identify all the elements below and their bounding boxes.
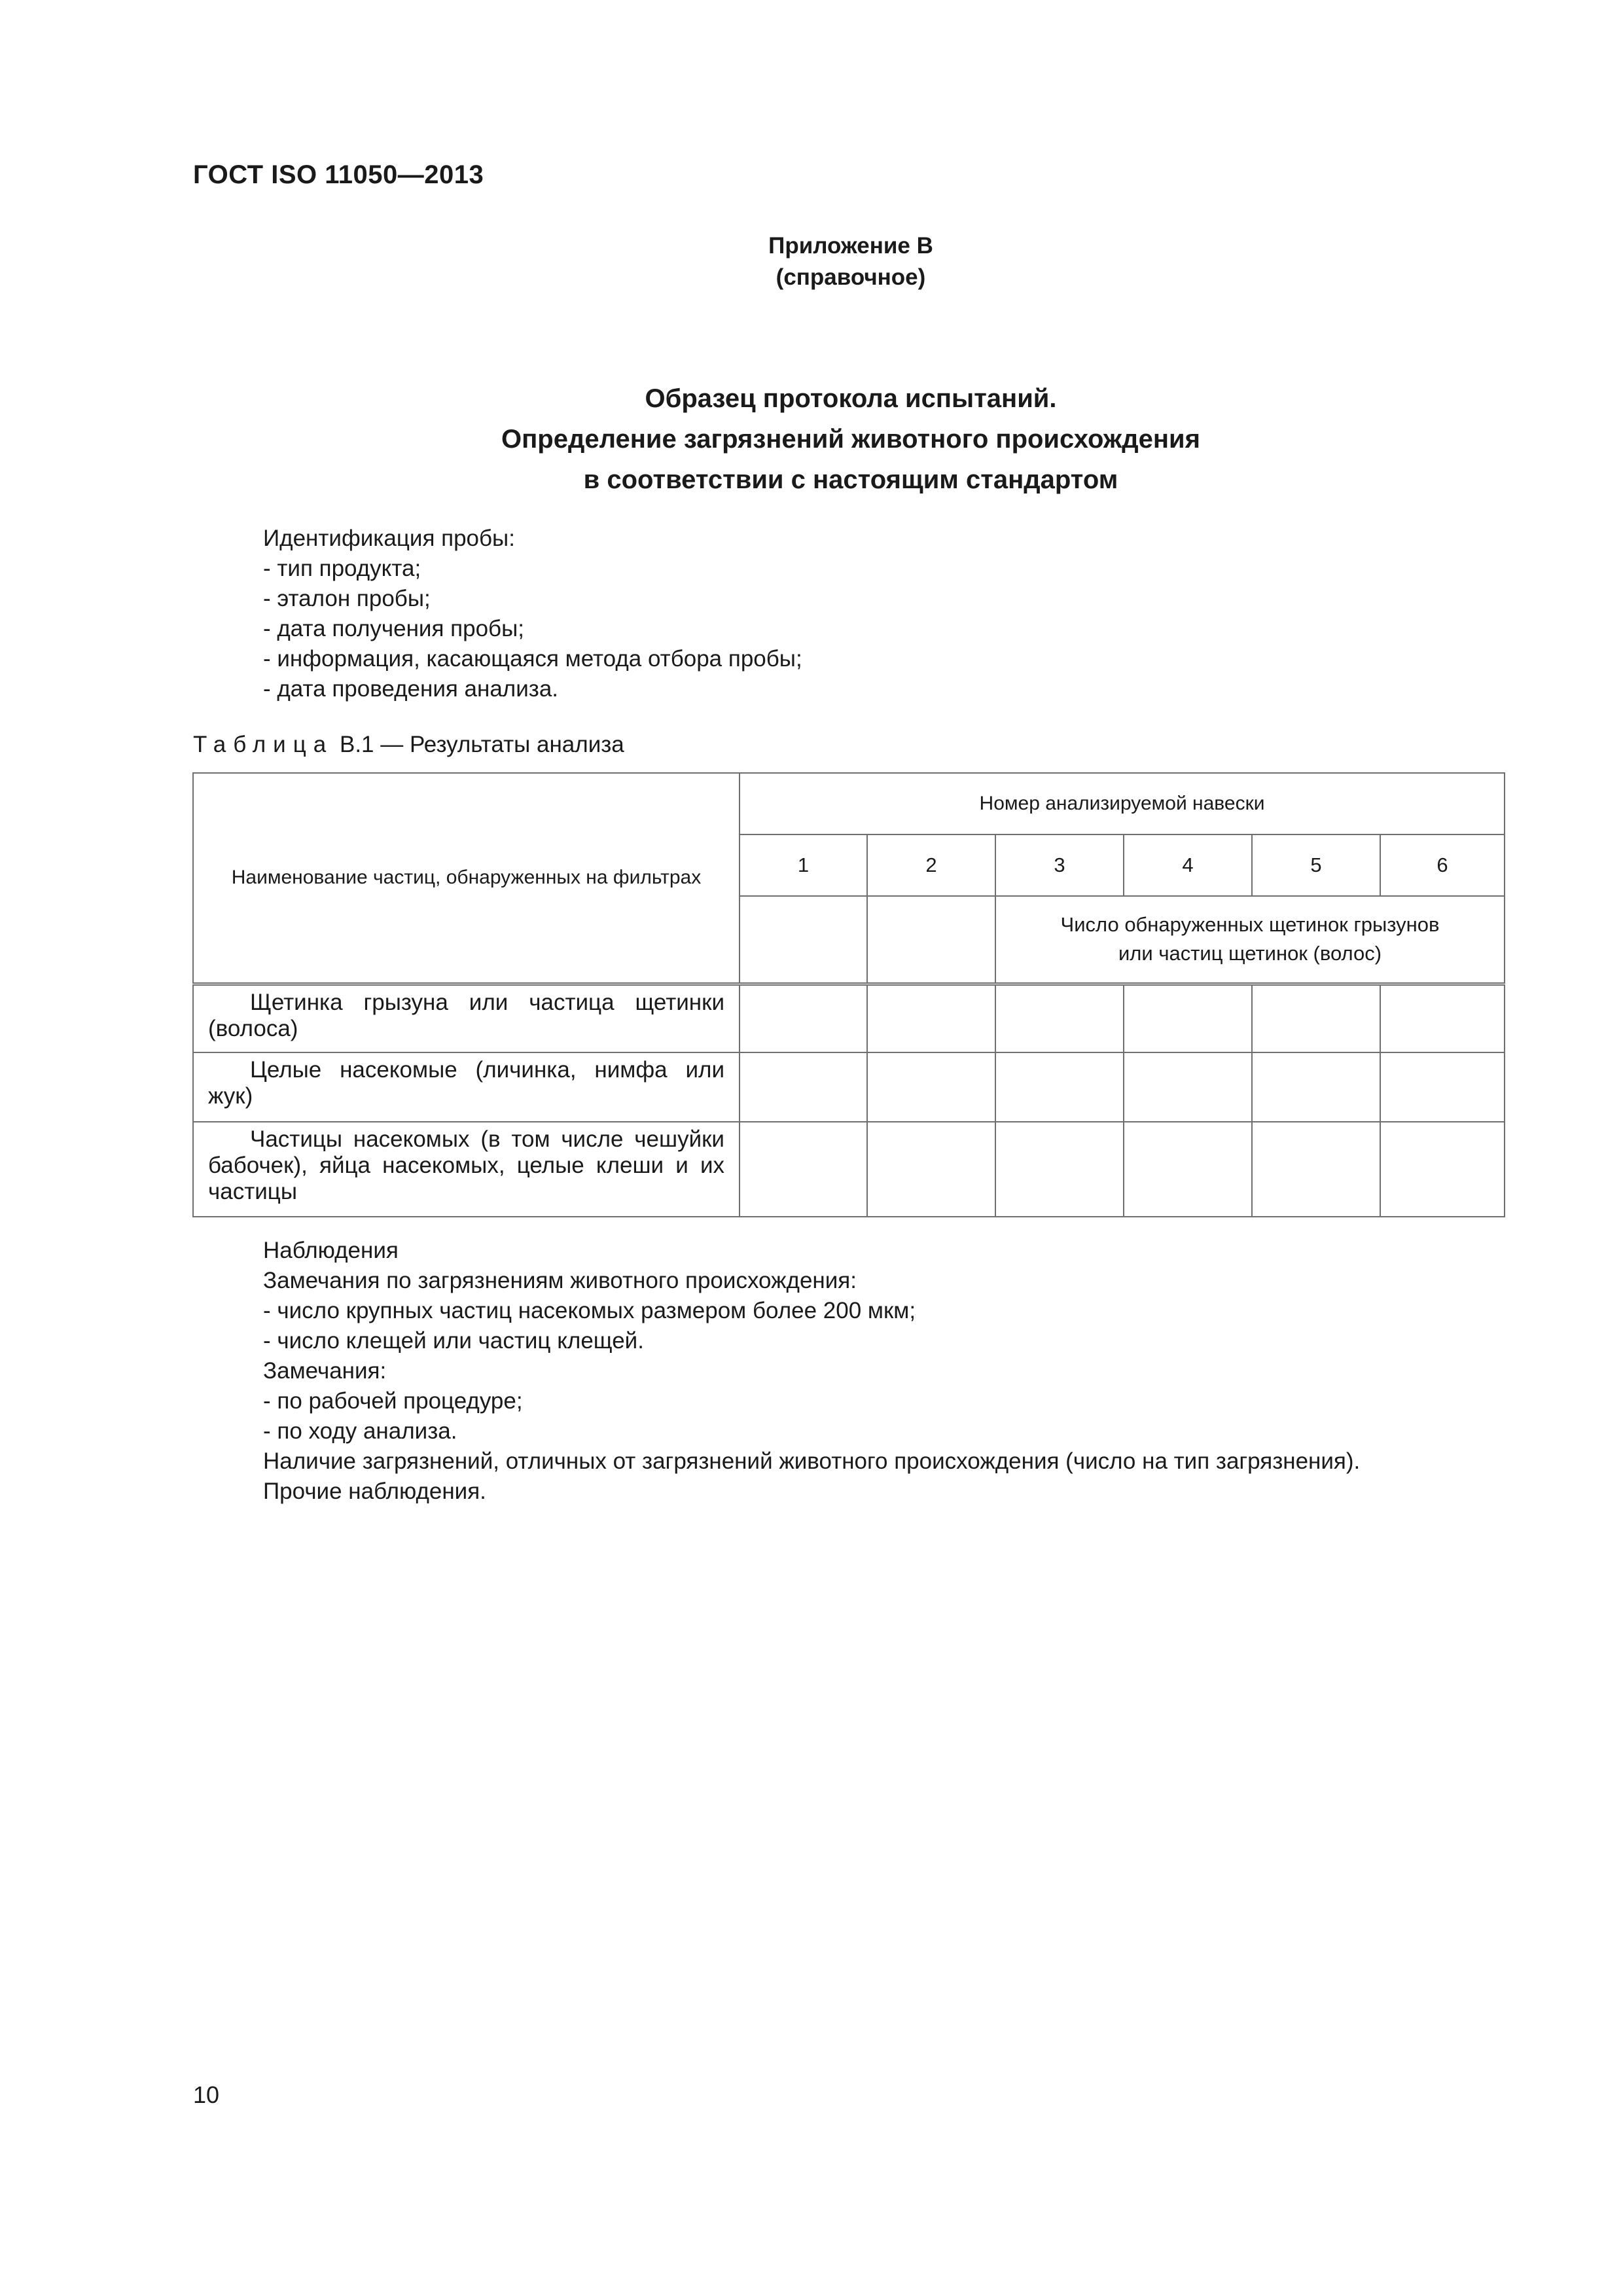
data-cell [1252,1052,1380,1122]
sample-number-cell: 5 [1252,834,1380,896]
data-cell [740,984,867,1052]
sample-number-cell: 4 [1124,834,1252,896]
page-number: 10 [193,2081,220,2108]
empty-cell [740,896,867,984]
results-table [192,772,1505,1217]
identification-item: - дата проведения анализа. [263,676,559,702]
column-header-count [995,896,1505,984]
data-cell [1380,1052,1505,1122]
main-title-line-3: в соответствии с настоящим стандартом [583,465,1118,494]
table-row [193,984,1505,1052]
observation-line: Наблюдения [263,1238,399,1263]
sample-number-cell: 3 [995,834,1124,896]
observation-line: Замечания: [263,1358,387,1384]
main-title [327,378,1374,500]
empty-cell [867,896,995,984]
data-cell [1380,1122,1505,1217]
table-caption-text: В.1 — Результаты анализа [339,732,624,757]
table-row [193,1052,1505,1122]
data-cell [1252,1122,1380,1217]
column-header-sample-number: Номер анализируемой навески [740,773,1505,834]
row-label: Щетинка грызуна или частица щетинки (волоса) [193,984,740,1052]
row-label: Частицы насекомых (в том числе чешуйки бабочек), яйца насекомых, целые клеши и их частицы [193,1122,740,1217]
sample-number-cell: 1 [740,834,867,896]
data-cell [740,1052,867,1122]
column-header-particle-name: Наименование частиц, обнаруженных на фильтрах [193,773,740,984]
count-header-line-1: Число обнаруженных щетинок грызунов [1060,913,1440,937]
document-code: ГОСТ ISO 11050—2013 [193,160,484,189]
observation-line: Прочие наблюдения. [263,1479,486,1504]
identification-item: - тип продукта; [263,556,421,581]
sample-number-cell: 2 [867,834,995,896]
data-cell [740,1122,867,1217]
row-label: Целые насекомые (личинка, нимфа или жук) [193,1052,740,1122]
data-cell [1380,984,1505,1052]
data-cell [1252,984,1380,1052]
appendix-title: Приложение В [768,233,933,259]
observation-line: Замечания по загрязнениям животного происхождения: [263,1268,857,1293]
observation-line: - по рабочей процедуре; [263,1388,523,1414]
table-row [193,1122,1505,1217]
observation-line: Наличие загрязнений, отличных от загрязнений животного происхождения (число на тип загрязнения). [263,1448,1361,1474]
appendix-subtitle: (справочное) [776,264,926,290]
observation-line: - по ходу анализа. [263,1418,457,1444]
count-header-line-2: или частиц щетинок (волос) [1118,942,1382,965]
identification-item: - информация, касающаяся метода отбора пробы; [263,646,802,672]
identification-heading: Идентификация пробы: [263,526,515,551]
data-cell [1124,984,1252,1052]
appendix-heading [654,230,1047,293]
observation-line: - число клещей или частиц клещей. [263,1328,644,1354]
identification-item: - эталон пробы; [263,586,431,611]
data-cell [867,1122,995,1217]
observation-line: - число крупных частиц насекомых размером более 200 мкм; [263,1298,916,1323]
table-header-row [193,773,1505,834]
main-title-line-2: Определение загрязнений животного происхождения [501,425,1200,454]
data-cell [867,984,995,1052]
data-cell [995,984,1124,1052]
table-caption-prefix: Таблица [193,732,334,757]
sample-number-cell: 6 [1380,834,1505,896]
observations [263,1236,1360,1507]
data-cell [995,1052,1124,1122]
data-cell [867,1052,995,1122]
table-caption [193,732,624,758]
data-cell [1124,1052,1252,1122]
identification-item: - дата получения пробы; [263,616,524,641]
data-cell [995,1122,1124,1217]
main-title-line-1: Образец протокола испытаний. [645,384,1057,413]
sample-identification [263,524,802,704]
data-cell [1124,1122,1252,1217]
